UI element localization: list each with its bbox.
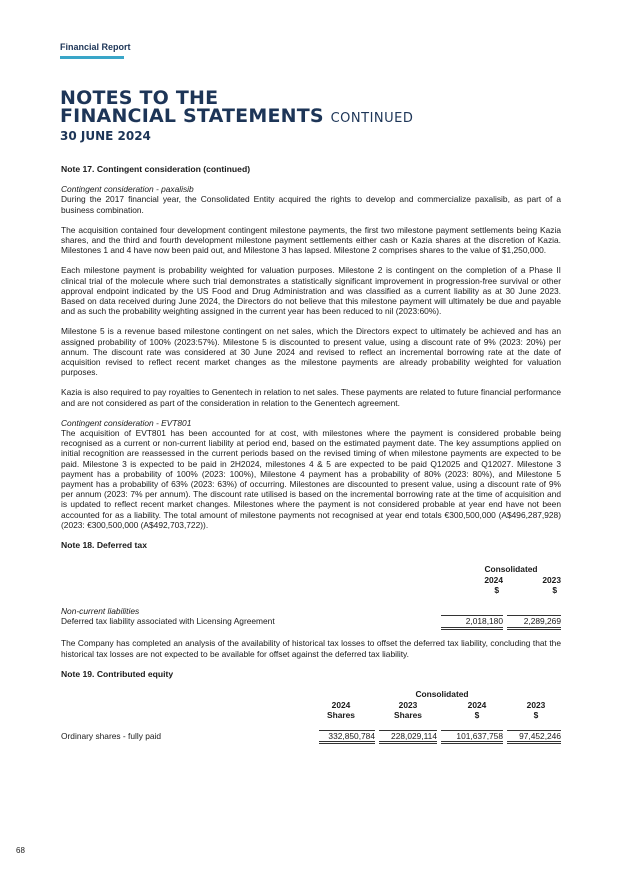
table-row-label: Deferred tax liability associated with Licensing Agreement	[61, 616, 275, 627]
contributed-equity-table	[61, 689, 561, 749]
amount-2024-value: 101,637,758	[441, 730, 503, 744]
amount-2023-value: 97,452,246	[507, 730, 561, 744]
col-unit-3: $	[474, 709, 480, 720]
report-label: Financial Report	[60, 42, 131, 52]
page-number: 68	[16, 846, 25, 855]
evt801-heading: Contingent consideration - EVT801	[61, 417, 192, 428]
deferred-tax-table	[61, 564, 561, 630]
paxalisib-heading: Contingent consideration - paxalisib	[61, 184, 194, 195]
deferred-tax-2023-value: 2,289,269	[507, 615, 561, 629]
col-unit-2: Shares	[394, 709, 422, 720]
note17-paragraph-4: Milestone 5 is a revenue based milestone contingent on net sales, which the Directors expect to ultimately be achieved and has an assigned probability of 100% (2023:57%). Milestone 5 is discounted to present value, using a discount rate of 9% (2023: 20%) per annum. The discount rate was considered at 30 June 2024 and revised to reflect an incremental borrowing rate at the date of acquisition revised to reflect recent market changes as the milestone payments are already probability weighted for valuation purposes.	[61, 326, 561, 378]
col-header-2024: 2024	[484, 575, 503, 586]
col-year-1: 2024	[331, 699, 351, 710]
deferred-tax-2024-value: 2,018,180	[441, 615, 503, 629]
note17-heading: Note 17. Contingent consideration (continued)	[61, 164, 251, 174]
note18-heading: Note 18. Deferred tax	[61, 540, 147, 551]
note17-paragraph-6: The acquisition of EVT801 has been accounted for at cost, with milestones where the payment is considered probable being recognised as a current or non-current liability at period end, based on the estimated payment date. The key assumptions applied on initial recognition are reassessed in the current periods based on the revised timing of when milestone payments are expected to be paid. Milestone 3 is expected to be paid in 2H2024, milestones 4 & 5 are expected to be paid Q12025 and Q12027. Milestone 3 payment has a probability of 100% (2023: 100%), Milestone 4 payment has a probability of 80% (2023: 80%), and Milestone 5 payment has a probability of 63% (2023: 63%) of occurring. Milestones are discounted to present value, using a discount rate of 9% per annum (2023: 7% per annum). The discount rate utilised is based on the incremental borrowing rate at the time of acquisition and is updated to reflect recent market changes. Milestones where the payment is not considered probable at year end have not been accounted for as a liability. The total amount of milestone payments not recognised at year end totals €300,500,000 (A$496,287,928) (2023: €300,500,000 (A$492,703,722)).	[61, 428, 561, 530]
col-header-2023: 2023	[542, 575, 561, 586]
header-rule	[60, 56, 124, 59]
page-title-line2	[60, 106, 413, 129]
col-year-4: 2023	[526, 699, 546, 710]
note18-paragraph-1: The Company has completed an analysis of the availability of historical tax losses to offset the deferred tax liability, concluding that the historical tax losses are not expected to be available for offset against the deferred tax liability.	[61, 638, 561, 659]
note17-paragraph-1: During the 2017 financial year, the Consolidated Entity acquired the rights to develop and commercialize paxalisib, as part of a business combination.	[61, 194, 561, 215]
section-label: Non-current liabilities	[61, 606, 140, 617]
col-unit-1: Shares	[327, 709, 355, 720]
col-year-3: 2024	[467, 699, 487, 710]
shares-2024-value: 332,850,784	[319, 730, 375, 744]
page-title-line1: NOTES TO THE	[60, 87, 219, 109]
main-content	[61, 164, 561, 749]
page-date: 30 JUNE 2024	[60, 129, 151, 143]
note19-heading: Note 19. Contributed equity	[61, 668, 174, 679]
table-group-header: Consolidated	[415, 688, 469, 699]
note17-paragraph-2: The acquisition contained four development contingent milestone payments, the first two milestone payment settlements being Kazia shares, and the third and fourth development milestone payment settlements either cash or Kazia shares at the discretion of Kazia. Milestones 1 and 4 have now been paid out, and Milestone 3 has lapsed. Milestone 2 comprises shares to the value of $1,250,000.	[61, 224, 561, 256]
col-unit-4: $	[533, 709, 539, 720]
currency-2024: $	[494, 585, 499, 596]
page-title-main: FINANCIAL STATEMENTS	[60, 105, 324, 127]
currency-2023: $	[552, 585, 557, 596]
page-title-continued: CONTINUED	[330, 111, 414, 126]
note17-paragraph-3: Each milestone payment is probability weighted for valuation purposes. Milestone 2 is contingent on the completion of a Phase II clinical trial of the molecule where such trial demonstrates a statistically significant improvement in progression-free survival or other approval endpoint indicated by the US Food and Drug Administration and was classified as a current liability as at 30 June 2023. Based on data received during June 2024, the Directors do not believe that this milestone payment will ultimately be due and payable and as such the probability weighting assigned in the current year has been reduced to nil (2023:60%).	[61, 265, 561, 317]
col-year-2: 2023	[398, 699, 418, 710]
table-group-header: Consolidated	[484, 564, 538, 575]
shares-2023-value: 228,029,114	[379, 730, 437, 744]
table-row-label: Ordinary shares - fully paid	[61, 730, 162, 741]
note17-paragraph-5: Kazia is also required to pay royalties to Genentech in relation to net sales. These payments are related to future financial performance and are not considered as part of the consideration in relation to the Genentech agreement.	[61, 387, 561, 408]
